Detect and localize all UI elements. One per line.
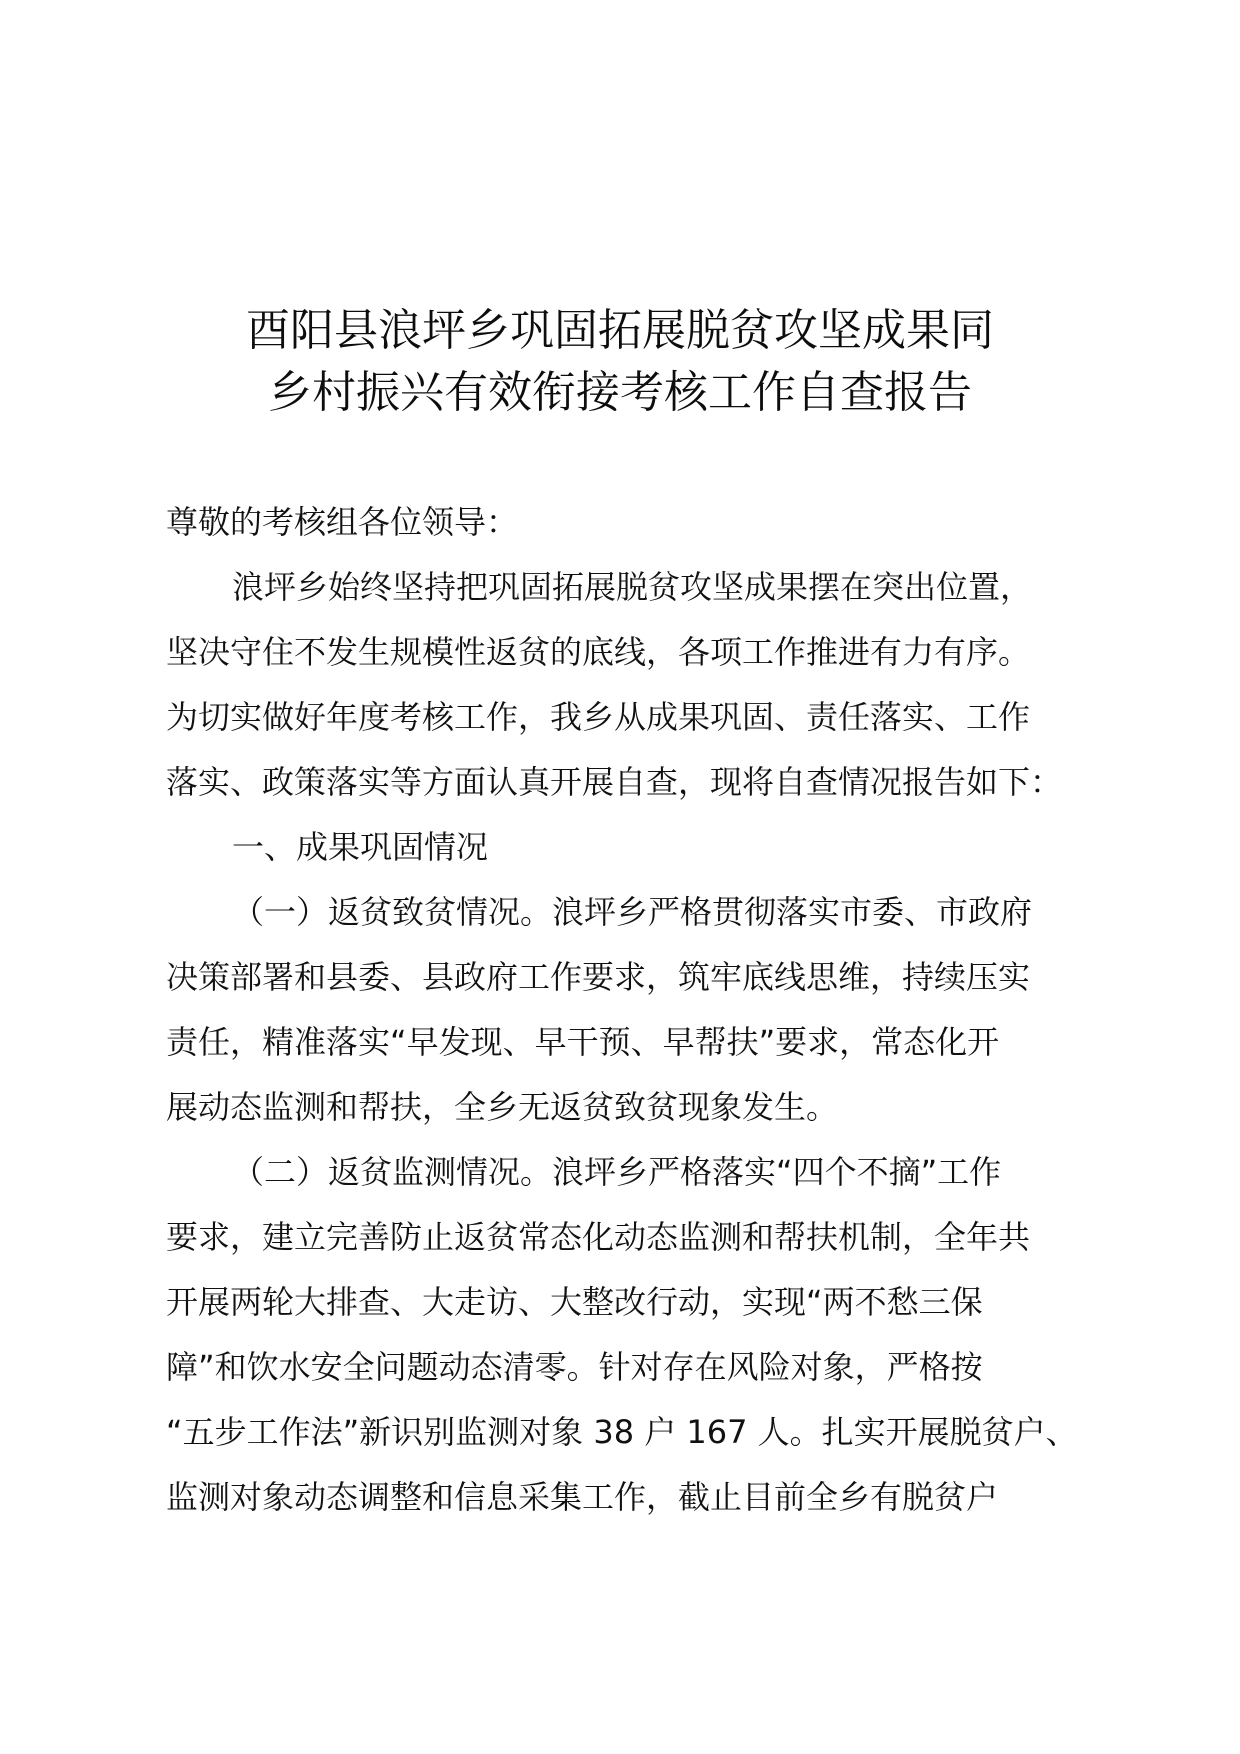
section-heading: 一、成果巩固情况 xyxy=(232,828,489,866)
paragraph-line: “五步工作法”新识别监测对象 38 户 167 人。扎实开展脱贫户、 xyxy=(166,1413,1078,1451)
title-line-1: 酉阳县浪坪乡巩固拓展脱贫攻坚成果同 xyxy=(246,305,994,356)
paragraph-line: 坚决守住不发生规模性返贫的底线，各项工作推进有力有序。 xyxy=(166,633,1031,671)
paragraph-line: 监测对象动态调整和信息采集工作，截止目前全乡有脱贫户 xyxy=(166,1478,999,1516)
paragraph-line: 展动态监测和帮扶，全乡无返贫致贫现象发生。 xyxy=(166,1088,839,1126)
document-body xyxy=(166,490,1090,1530)
paragraph-line: 障”和饮水安全问题动态清零。针对存在风险对象，严格按 xyxy=(166,1348,983,1386)
salutation: 尊敬的考核组各位领导： xyxy=(166,503,519,541)
paragraph-line: 落实、政策落实等方面认真开展自查，现将自查情况报告如下： xyxy=(166,763,1063,801)
paragraph-line: 浪坪乡始终坚持把巩固拓展脱贫攻坚成果摆在突出位置， xyxy=(232,568,1033,606)
paragraph-line: （一）返贫致贫情况。浪坪乡严格贯彻落实市委、市政府 xyxy=(232,893,1033,931)
paragraph-line: 为切实做好年度考核工作，我乡从成果巩固、责任落实、工作 xyxy=(166,698,1031,736)
paragraph-line: 开展两轮大排查、大走访、大整改行动，实现“两不愁三保 xyxy=(166,1283,983,1321)
paragraph-line: 责任，精准落实“早发现、早干预、早帮扶”要求，常态化开 xyxy=(166,1023,1000,1061)
paragraph-line: （二）返贫监测情况。浪坪乡严格落实“四个不摘”工作 xyxy=(232,1153,1002,1191)
title-line-2: 乡村振兴有效衔接考核工作自查报告 xyxy=(268,367,972,418)
paragraph-line: 决策部署和县委、县政府工作要求，筑牢底线思维，持续压实 xyxy=(166,958,1031,996)
paragraph-line: 要求，建立完善防止返贫常态化动态监测和帮扶机制，全年共 xyxy=(166,1218,1031,1256)
document-title xyxy=(160,300,1080,424)
